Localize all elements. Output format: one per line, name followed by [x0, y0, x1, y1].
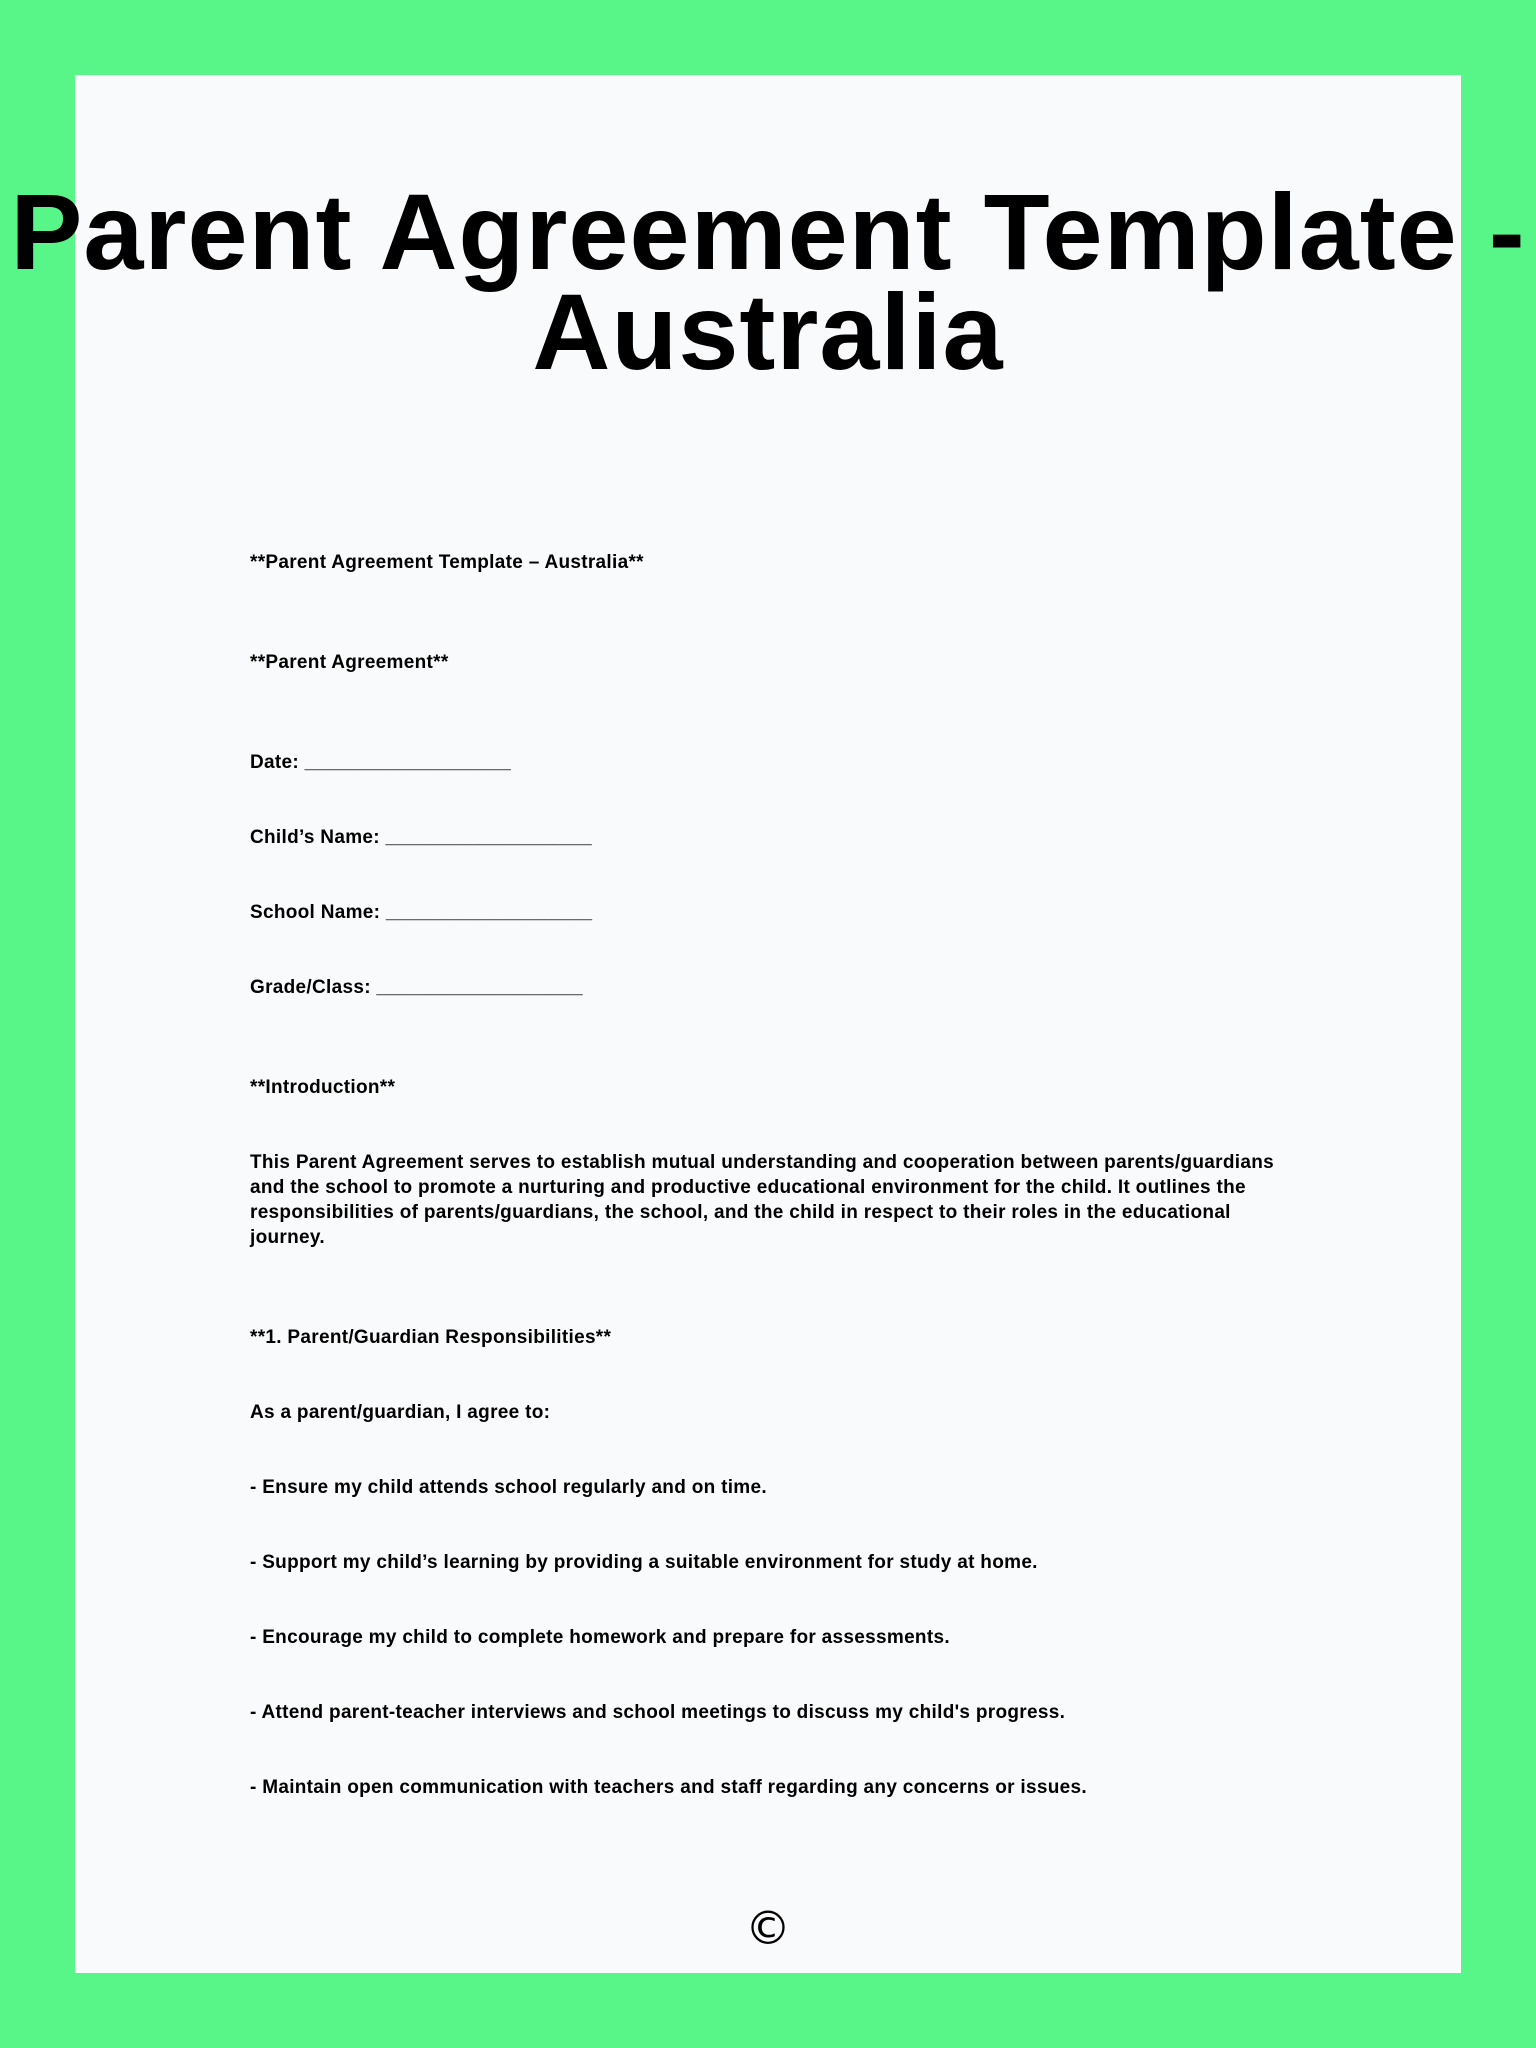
agreement-heading: **Parent Agreement**	[250, 652, 449, 673]
list-item: - Attend parent-teacher interviews and school meetings to discuss my child's progress.	[250, 1702, 1066, 1723]
child-name-field: Child’s Name: ___________________	[250, 827, 592, 848]
introduction-heading: **Introduction**	[250, 1077, 396, 1098]
title-line-1: Parent Agreement Template -	[10, 171, 1526, 292]
grade-class-field: Grade/Class: ___________________	[250, 977, 583, 998]
main-heading: **Parent Agreement Template – Australia**	[250, 552, 644, 573]
list-item: - Maintain open communication with teachers and staff regarding any concerns or issues.	[250, 1777, 1087, 1798]
date-field: Date: ___________________	[250, 752, 512, 773]
title-line-2: Australia	[532, 271, 1004, 392]
copyright-icon: ©	[745, 1901, 791, 1955]
section1-intro: As a parent/guardian, I agree to:	[250, 1402, 551, 1423]
list-item: - Support my child’s learning by providing a suitable environment for study at home.	[250, 1552, 1038, 1573]
list-item: - Ensure my child attends school regularly and on time.	[250, 1477, 767, 1498]
document-title	[0, 171, 1536, 392]
school-name-field: School Name: ___________________	[250, 902, 593, 923]
section1-heading: **1. Parent/Guardian Responsibilities**	[250, 1327, 612, 1348]
introduction-paragraph: This Parent Agreement serves to establish mutual understanding and cooperation between parents/guardians and the school to promote a nurturing and productive educational environment for the child. It outlines the responsibilities of parents/guardians, the school, and the child in respect to their roles in the educational journey.	[250, 1152, 1274, 1248]
list-item: - Encourage my child to complete homework and prepare for assessments.	[250, 1627, 950, 1648]
